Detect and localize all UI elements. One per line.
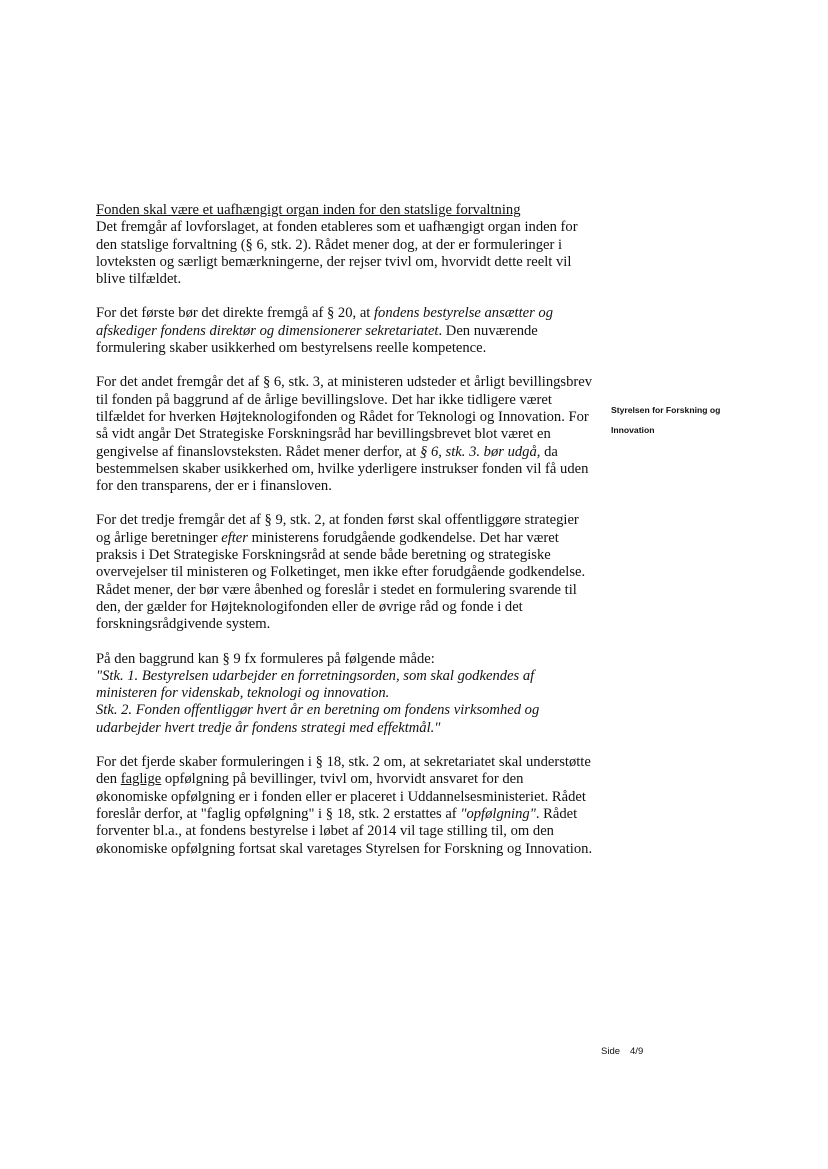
p6-text-c: opfølgning på bevillinger, tvivl om, hvorvidt ansvaret for den økonomiske opfølgning er i fonden eller er placeret i Uddannelsesministeriet. Rådet foreslår derfor, at "faglig opfølgning" i § 18, stk. 2 erstattes af (96, 771, 586, 822)
p6-emphasis: "opfølgning" (460, 805, 536, 822)
section-heading: Fonden skal være et uafhængigt organ inden for den statslige forvaltning (96, 202, 521, 218)
p2-emphasis: fondens bestyrelse ansætter og afskediger fondens direktør og dimensionerer sekretariatet (96, 305, 554, 339)
page-footer (601, 1046, 643, 1057)
sidebar-recipient (611, 400, 761, 440)
p6-text-a: For det fjerde skaber formuleringen i § 18, stk. 2 om, at sekretariatet skal understøtte den (96, 754, 591, 788)
sidebar-line-2: Innovation (611, 425, 655, 435)
p4-emphasis: efter (221, 529, 248, 546)
paragraph-6 (96, 754, 596, 858)
paragraph-1-text: Det fremgår af lovforslaget, at fonden etableres som et uafhængigt organ inden for den statslige forvaltning (§ 6, stk. 2). Rådet mener dog, at der er formuleringer i lovteksten og særligt bemærkningerne, der rejser tvivl om, hvorvidt dette reelt vil blive tilfældet. (96, 219, 578, 288)
p2-text-a: For det første bør det direkte fremgå af § 20, at (96, 305, 374, 322)
p6-text-e: . Rådet forventer bl.a., at fondens bestyrelse i løbet af 2014 vil tage stilling til, om den økonomiske opfølgning fortsat skal varetages Styrelsen for Forskning og Innovation. (96, 805, 593, 857)
p3-text-a: For det andet fremgår det af § 6, stk. 3, at ministeren udsteder et årligt bevillingsbrev til fonden på baggrund af de årlige bevillingslove. Det har ikke tidligere været tilfældet for hverken Højteknologifonden og Rådet for Teknologi og Innovation. For så vidt angår Det Strategiske Forskningsråd har bevillingsbrevet blot været en gengivelse af finanslovsteksten. Rådet mener derfor, at (96, 374, 593, 460)
p5-intro: På den baggrund kan § 9 fx formuleres på følgende måde: (96, 650, 435, 667)
p2-text-c: . Den nuværende formulering skaber usikkerhed om bestyrelsens reelle kompetence. (96, 322, 538, 357)
paragraph-4 (96, 512, 596, 633)
p5-quote-stk2: Stk. 2. Fonden offentliggør hvert år en beretning om fondens virksomhed og udarbejder hvert tredje år fondens strategi med effektmål." (96, 702, 540, 736)
paragraph-intro (96, 202, 596, 288)
p4-text-a: For det tredje fremgår det af § 9, stk. 2, at fonden først skal offentliggøre strategier og årlige beretninger (96, 512, 579, 546)
paragraph-5 (96, 651, 596, 737)
p3-emphasis: § 6, stk. 3. bør udgå (420, 443, 537, 460)
letter-body (96, 202, 596, 875)
footer-label: Side (601, 1046, 621, 1057)
paragraph-2 (96, 305, 596, 357)
paragraph-3 (96, 374, 596, 495)
p3-text-c: , da bestemmelsen skaber usikkerhed om, hvilke yderligere instrukser fonden vil få uden for den transparens, der er i finansloven. (96, 443, 589, 495)
p4-text-c: ministerens forudgående godkendelse. Det har været praksis i Det Strategiske Forskningsråd at sende både beretning og strategiske overvejelser til ministeren og Folketinget, men ikke efter forudgående godkendelse. Rådet mener, der bør være åbenhed og foreslår i stedet en formulering svarende til den, der gælder for Højteknologifonden eller de øvrige råd og fonde i det forskningsrådgivende system. (96, 529, 586, 633)
page-number: 4/9 (630, 1046, 644, 1057)
p6-underlined: faglige (120, 771, 162, 788)
sidebar-line-1: Styrelsen for Forskning og (611, 405, 721, 415)
p5-quote-stk1: "Stk. 1. Bestyrelsen udarbejder en forretningsorden, som skal godkendes af ministeren for videnskab, teknologi og innovation. (96, 667, 535, 702)
